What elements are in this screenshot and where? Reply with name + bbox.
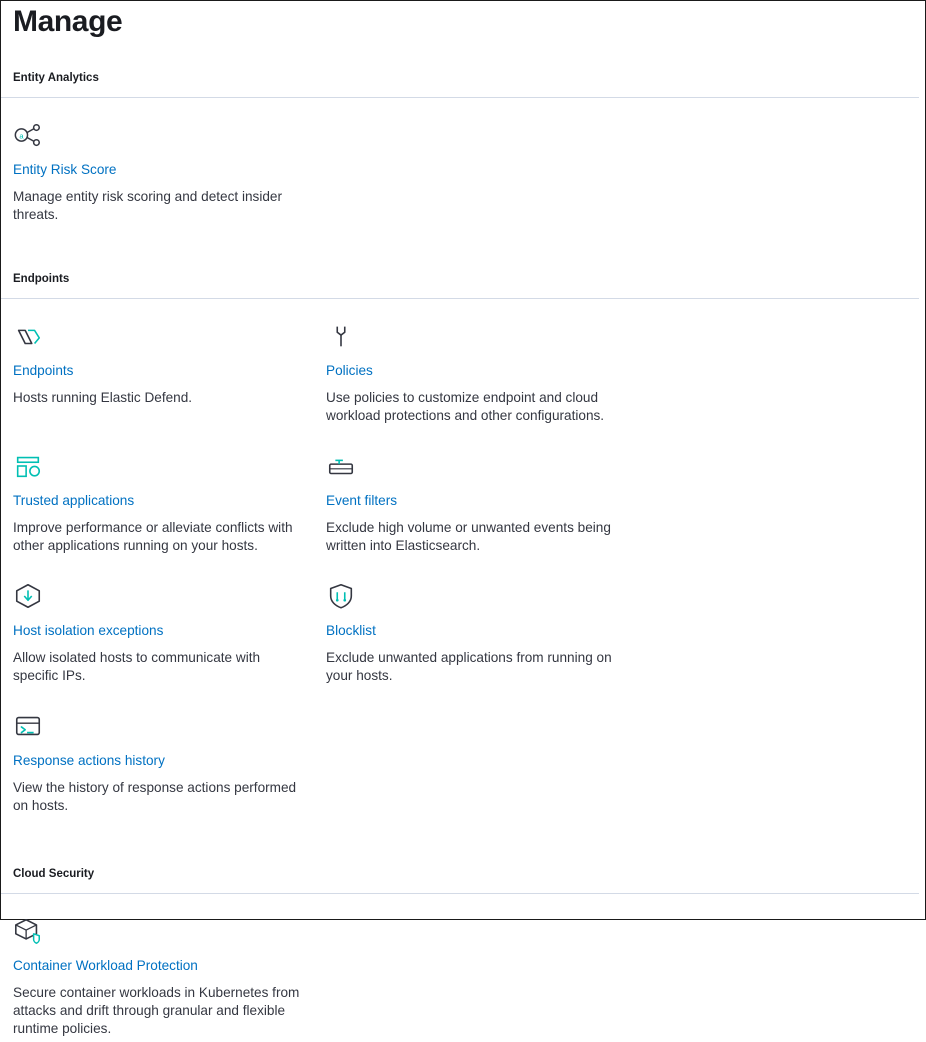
card-desc-trusted-applications: Improve performance or alleviate conflicts with other applications running on your hosts. [13,520,293,553]
trusted-applications-icon [13,451,300,485]
card-title-blocklist[interactable]: Blocklist [326,623,376,638]
card-host-isolation-exceptions[interactable] [13,559,326,689]
card-policies[interactable] [326,299,639,429]
container-workload-protection-icon [13,916,300,950]
section-title-cloud-security: Cloud Security [13,868,95,880]
card-container-workload-protection[interactable] [13,894,326,1042]
endpoints-icon [13,321,300,355]
card-title-endpoints[interactable]: Endpoints [13,363,74,378]
response-actions-history-icon [13,711,300,745]
section-title-entity-analytics: Entity Analytics [13,72,99,84]
svg-text:a: a [19,131,24,141]
card-grid-entity-analytics [1,98,925,228]
card-title-entity-risk-score[interactable]: Entity Risk Score [13,162,117,177]
card-desc-event-filters: Exclude high volume or unwanted events being written into Elasticsearch. [326,520,611,553]
card-desc-blocklist: Exclude unwanted applications from running on your hosts. [326,650,612,683]
blocklist-shield-icon [326,581,613,615]
card-desc-policies: Use policies to customize endpoint and cloud workload protections and other configurations. [326,390,605,423]
card-event-filters[interactable] [326,429,639,559]
page-title: Manage [13,5,123,38]
card-desc-response-actions-history: View the history of response actions performed on hosts. [13,780,297,813]
card-title-event-filters[interactable]: Event filters [326,493,398,508]
card-grid-endpoints [1,299,925,819]
card-title-trusted-applications[interactable]: Trusted applications [13,493,135,508]
event-filters-icon [326,451,613,485]
entity-risk-score-icon [13,120,300,154]
card-trusted-applications[interactable] [13,429,326,559]
section-cloud-security [1,867,925,1042]
section-title-endpoints: Endpoints [13,273,70,285]
policies-wrench-icon [326,321,613,355]
card-response-actions-history[interactable] [13,689,326,819]
card-grid-cloud-security [1,894,925,1042]
section-endpoints [1,272,925,819]
card-title-response-actions-history[interactable]: Response actions history [13,753,165,768]
card-blocklist[interactable] [326,559,639,689]
card-entity-risk-score[interactable] [13,98,326,228]
card-desc-host-isolation-exceptions: Allow isolated hosts to communicate with specific IPs. [13,650,261,683]
card-desc-container-workload-protection: Secure container workloads in Kubernetes from attacks and drift through granular and flexible runtime policies. [13,985,300,1036]
card-title-host-isolation-exceptions[interactable]: Host isolation exceptions [13,623,164,638]
card-desc-entity-risk-score: Manage entity risk scoring and detect insider threats. [13,189,282,222]
card-endpoints[interactable] [13,299,326,429]
card-desc-endpoints: Hosts running Elastic Defend. [13,390,193,405]
card-title-container-workload-protection[interactable]: Container Workload Protection [13,958,198,973]
card-title-policies[interactable]: Policies [326,363,373,378]
host-isolation-exceptions-icon [13,581,300,615]
section-entity-analytics [1,71,925,228]
